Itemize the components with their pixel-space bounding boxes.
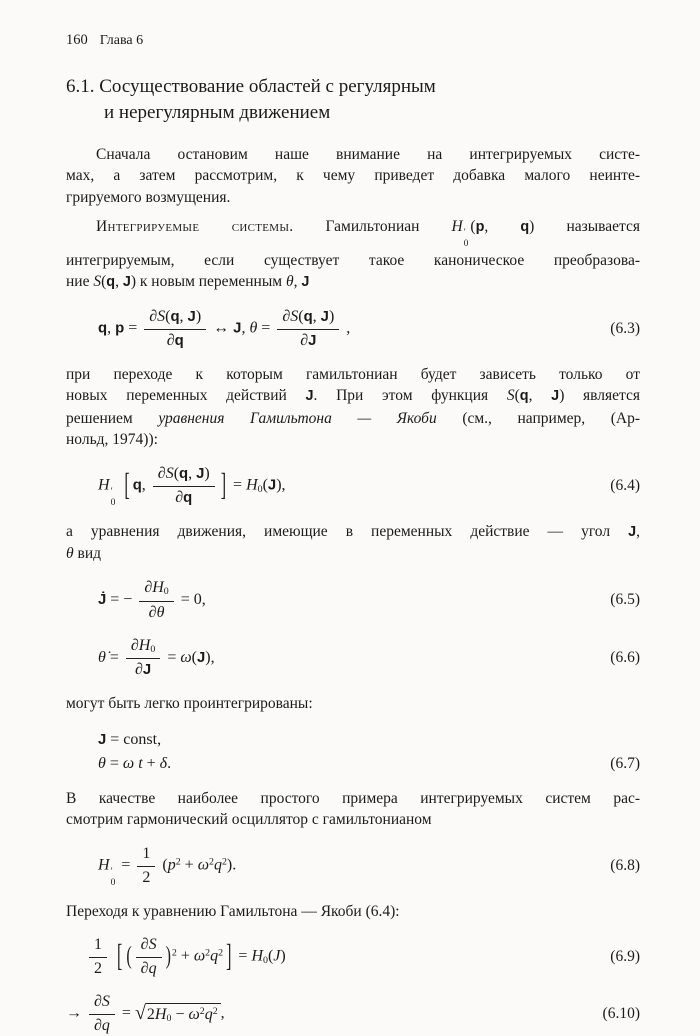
chapter-label: Глава 6 — [99, 33, 144, 48]
equation-6-3 — [66, 307, 640, 351]
text-line: В качестве наиболее простого примера интегрируемых систем рас- — [66, 789, 640, 807]
text-line: при переходе к которым гамильтониан будет зависеть только от — [66, 365, 640, 383]
equation-number: (6.9) — [610, 948, 640, 966]
equation-body: q, p = $\frac{\partial S(q, J)}{\partial q}$ ↔ J, θ = $\frac{\partial S(q, J)}{\partial J}$ , — [98, 307, 351, 349]
paragraph-1 — [66, 144, 640, 209]
equation-body: J̇ = − $\frac{\partial H_0}{\partial\theta}$ = 0, — [98, 578, 206, 621]
paragraph-7 — [66, 901, 640, 923]
paragraph-3 — [66, 364, 640, 451]
text-line: ние S(q, J) к новым переменным θ, J — [66, 273, 310, 291]
equation-line: J = const, — [98, 730, 162, 748]
text-line: смотрим гармонический осциллятор с гамильтонианом — [66, 811, 432, 829]
section-title-line-2: и нерегулярным движением — [104, 101, 331, 123]
paragraph-5 — [66, 693, 640, 715]
equation-number: (6.4) — [610, 477, 640, 495]
text-line: грируемого возмущения. — [66, 188, 231, 206]
text-line: Переходя к уравнению Гамильтона — Якоби (6.4): — [66, 902, 400, 920]
equation-number: (6.5) — [610, 591, 640, 609]
equation-6-9 — [66, 935, 640, 979]
text-line: новых переменных действий J. При этом функция S(q, J) является — [66, 387, 641, 405]
equation-6-10 — [66, 992, 640, 1036]
text-line: а уравнения движения, имеющие в переменных действие — угол J, — [66, 522, 640, 540]
text-line: Интегрируемые системы. Гамильтониан H ′ 0 (p, q) называется — [96, 218, 640, 250]
equation-body: → $\frac{\partial S}{\partial q}$ = √ $2H_0 - \omega^2q^2$ , — [66, 993, 225, 1035]
equation-body: H ′ 0 = $\frac{1}{2}$ $(p^2 + \omega^2q^2)$. — [98, 844, 237, 889]
equation-6-6 — [66, 636, 640, 681]
section-title-line-1: 6.1. Сосуществование областей с регулярным — [66, 75, 436, 97]
text-line: могут быть легко проинтегрированы: — [66, 695, 313, 713]
equation-body: H ′ 0 [ q, $\frac{\partial S(q, J)}{\partial q}$ ] = $H_0(J)$, — [98, 464, 286, 509]
text-line: нольд, 1974)): — [66, 431, 158, 449]
text-line: Сначала остановим наше внимание на интегрируемых систе- — [96, 145, 640, 163]
text-line: мах, а затем рассмотрим, к чему приведет добавка малого неинте- — [66, 167, 640, 184]
page-number: 160 — [66, 32, 88, 48]
section-title — [66, 74, 640, 126]
equation-number: (6.7) — [610, 755, 640, 773]
equation-number: (6.3) — [610, 320, 640, 338]
equation-number: (6.8) — [610, 856, 640, 874]
equation-6-5 — [66, 578, 640, 623]
equation-body: θ̇ = $\frac{\partial H_0}{\partial J}$ = ω(J), — [98, 636, 215, 679]
paragraph-6 — [66, 788, 640, 831]
text-line: θ вид — [66, 545, 101, 563]
equation-line: θ = ω t + δ. — [98, 754, 172, 772]
book-page — [66, 30, 640, 1036]
equation-6-8 — [66, 844, 640, 888]
equation-6-4 — [66, 464, 640, 508]
paragraph-4 — [66, 521, 640, 565]
equation-number: (6.6) — [610, 649, 640, 667]
paragraph-2 — [66, 216, 640, 294]
text-line: решением уравнения Гамильтона — Якоби (см., например, (Ар- — [66, 409, 640, 427]
text-line: интегрируемым, если существует такое каноническое преобразова- — [66, 251, 640, 269]
equation-body: $\frac{1}{2}$ [ ( $\frac{\partial S}{\partial q}$ )$^2 + \omega^2q^2$ ] = $H_0(J)$ — [86, 935, 286, 979]
equation-6-7 — [66, 728, 640, 775]
equation-number: (6.10) — [602, 1005, 640, 1023]
page-header — [66, 30, 640, 52]
equation-body — [98, 728, 171, 775]
